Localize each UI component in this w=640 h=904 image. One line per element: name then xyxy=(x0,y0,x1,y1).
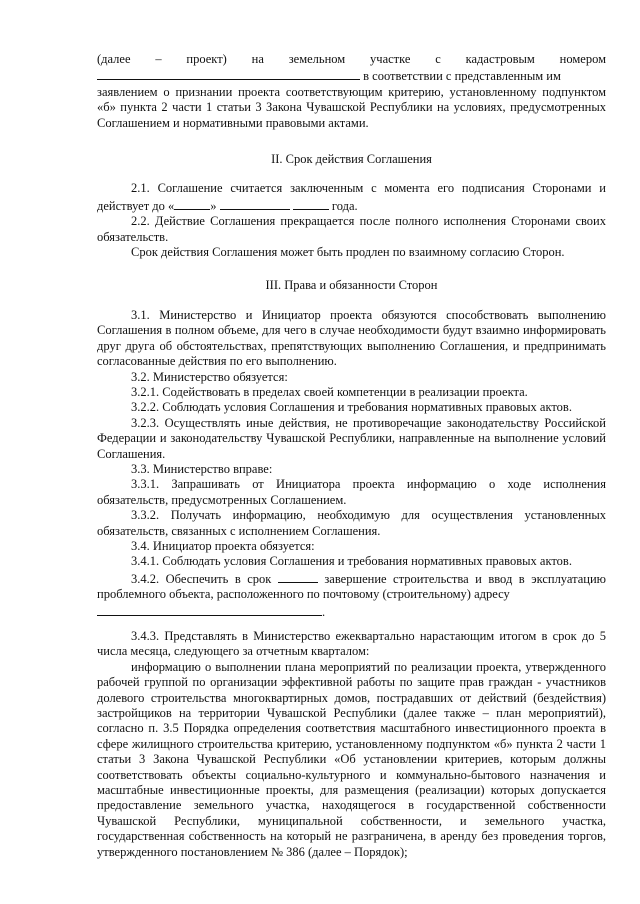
paragraph-3-2-3: 3.2.3. Осуществлять иные действия, не противоречащие законодательству Российской Федерации и законодательству Чувашской Республики, направленные на выполнение условий Соглашения. xyxy=(97,415,606,461)
paragraph-3-4-2: 3.4.2. Обеспечить в срок завершение строительства и ввод в эксплуатацию проблемного объекта, расположенного по почтовому (строительному) адресу xyxy=(97,571,606,602)
address-blank[interactable] xyxy=(97,603,322,616)
paragraph-3-3: 3.3. Министерство вправе: xyxy=(131,461,273,476)
intro-line-1: (далее – проект) на земельном участке с кадастровым номером xyxy=(97,52,606,66)
paragraph-2-3: Срок действия Соглашения может быть продлен по взаимному согласию Сторон. xyxy=(131,245,565,260)
address-line: . xyxy=(97,603,606,620)
section-3-title: III. Права и обязанности Сторон xyxy=(265,278,438,293)
paragraph-3-3-1: 3.3.1. Запрашивать от Инициатора проекта информацию о ходе исполнения обязательств, предусмотренных Соглашением. xyxy=(97,477,606,507)
paragraph-3-4: 3.4. Инициатор проекта обязуется: xyxy=(131,538,315,553)
cadastral-number-blank[interactable] xyxy=(97,67,360,80)
paragraph-3-2-2: 3.2.2. Соблюдать условия Соглашения и требования нормативных правовых актов. xyxy=(131,400,572,415)
paragraph-3-2-1: 3.2.1. Содействовать в пределах своей компетенции в реализации проекта. xyxy=(131,384,528,399)
deadline-blank[interactable] xyxy=(278,570,318,583)
intro-line-2: в соответствии с представленным им xyxy=(97,67,606,84)
paragraph-3-4-3-info: информацию о выполнении плана мероприятий по реализации проекта, утвержденного рабочей группой по организации эффективной работы по защите прав граждан - участников долевого строительства многоквартирных домов, пострадавших от действий (бездействия) застройщиков на территории Чувашской Республики (далее также – план мероприятий), согласно п. 3.5 Порядка определения соответствия масштабного инвестиционного проекта в сфере жилищного строительства критерию, установленному подпунктом «б» пункта 2 части 1 статьи 3 Закона Чувашской Республики «Об установлении критериев, которым должны соответствовать объекты социально-культурного и коммунально-бытового назначения и масштабные инвестиционные проекты, для размещения (реализации) которых допускается предоставление земельного участка, находящегося в государственной собственности Чувашской Республики, муниципальной собственности, и земельного участка, государственная собственность на который не разграничена, в аренду без проведения торгов, утвержденного постановлением № 386 (далее – Порядок); xyxy=(97,659,606,859)
day-blank[interactable] xyxy=(174,197,210,210)
paragraph-3-4-1: 3.4.1. Соблюдать условия Соглашения и требования нормативных правовых актов. xyxy=(131,554,572,569)
section-2-title: II. Срок действия Соглашения xyxy=(271,152,432,167)
month-blank[interactable] xyxy=(220,197,290,210)
paragraph-3-4-3: 3.4.3. Представлять в Министерство ежеквартально нарастающим итогом в срок до 5 числа месяца, следующего за отчетным кварталом: xyxy=(97,629,606,659)
paragraph-3-1: 3.1. Министерство и Инициатор проекта обязуются способствовать выполнению Соглашения в полном объеме, для чего в случае необходимости будут взаимно информировать друг друга об обстоятельствах, препятствующих выполнению Соглашения, и предпринимать согласованные действия по его выполнению. xyxy=(97,307,606,369)
paragraph-2-2: 2.2. Действие Соглашения прекращается после полного исполнения Сторонами своих обязательств. xyxy=(97,214,606,244)
paragraph-3-2: 3.2. Министерство обязуется: xyxy=(131,369,288,384)
intro-line-3: заявлением о признании проекта соответствующим критерию, установленному подпунктом «б» пункта 2 части 1 статьи 3 Закона Чувашской Республики на условиях, предусмотренных Соглашением и нормативными правовыми актами. xyxy=(97,84,606,130)
year-blank[interactable] xyxy=(293,197,329,210)
paragraph-2-1: 2.1. Соглашение считается заключенным с момента его подписания Сторонами и действует до « » года. xyxy=(97,181,606,213)
paragraph-3-3-2: 3.3.2. Получать информацию, необходимую для осуществления установленных обязательств, связанных с исполнением Соглашения. xyxy=(97,508,606,538)
